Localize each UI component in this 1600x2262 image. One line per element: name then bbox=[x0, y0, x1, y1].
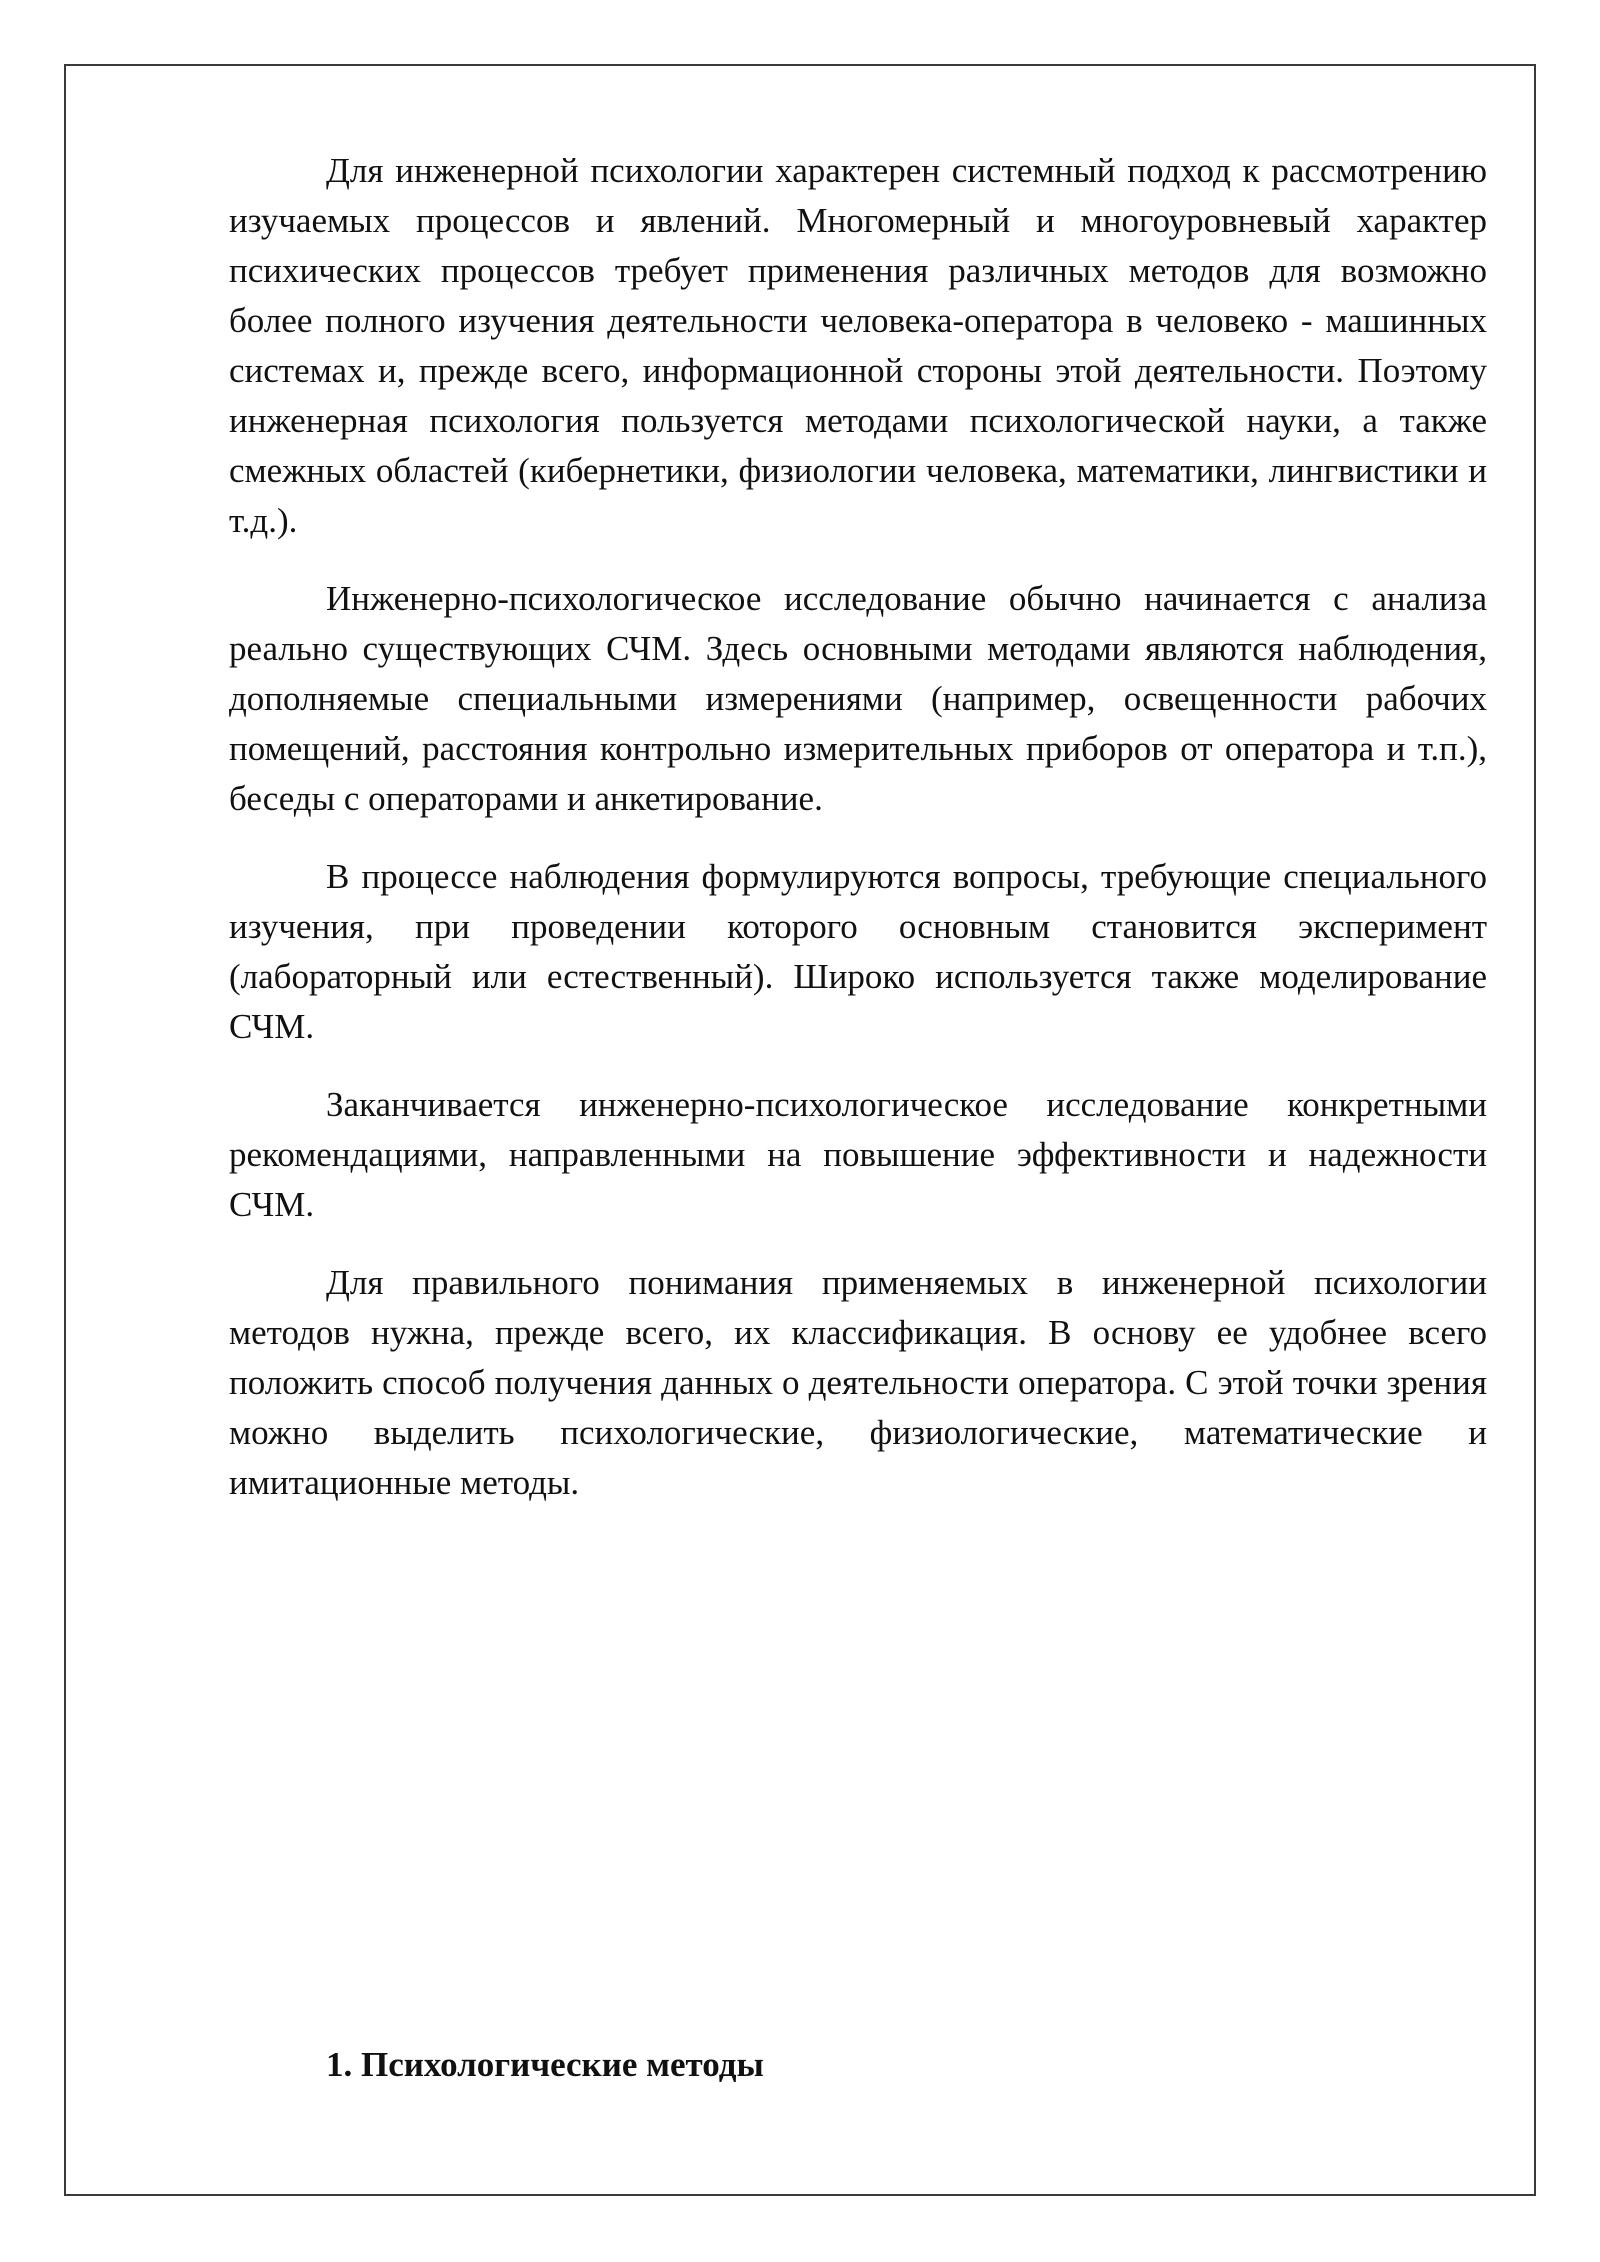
paragraph-recommendations: Заканчивается инженерно-психологическое исследование конкретными рекомендациями, направленными на повышение эффективности и надежности СЧМ. bbox=[229, 1085, 1487, 1224]
paragraph-systems-approach: Для инженерной психологии характерен системный подход к рассмотрению изучаемых процессов и явлений. Многомерный и многоуровневый характер психических процессов требует применения различных методов для возможно более полного изучения деятельности человека-оператора в человеко - машинных системах и, прежде всего, информационной стороны этой деятельности. Поэтому инженерная психология пользуется методами психологической науки, а также смежных областей (кибернетики, физиологии человека, математики, лингвистики и т.д.). bbox=[229, 151, 1487, 540]
paragraph-research-start: Инженерно-психологическое исследование обычно начинается с анализа реально существующих СЧМ. Здесь основными методами являются наблюдения, дополняемые специальными измерениями (например, освещенности рабочих помещений, расстояния контрольно измерительных приборов от оператора и т.п.), беседы с операторами и анкетирование. bbox=[229, 579, 1487, 818]
paragraph-observation: В процессе наблюдения формулируются вопросы, требующие специального изучения, при проведении которого основным становится эксперимент (лабораторный или естественный). Широко используется также моделирование СЧМ. bbox=[229, 857, 1487, 1046]
paragraph-classification: Для правильного понимания применяемых в инженерной психологии методов нужна, прежде всего, их классификация. В основу ее удобнее всего положить способ получения данных о деятельности оператора. С этой точки зрения можно выделить психологические, физиологические, математические и имитационные методы. bbox=[229, 1263, 1487, 1502]
section-heading: 1. Психологические методы bbox=[326, 2045, 764, 2084]
document-body bbox=[229, 146, 1487, 1536]
